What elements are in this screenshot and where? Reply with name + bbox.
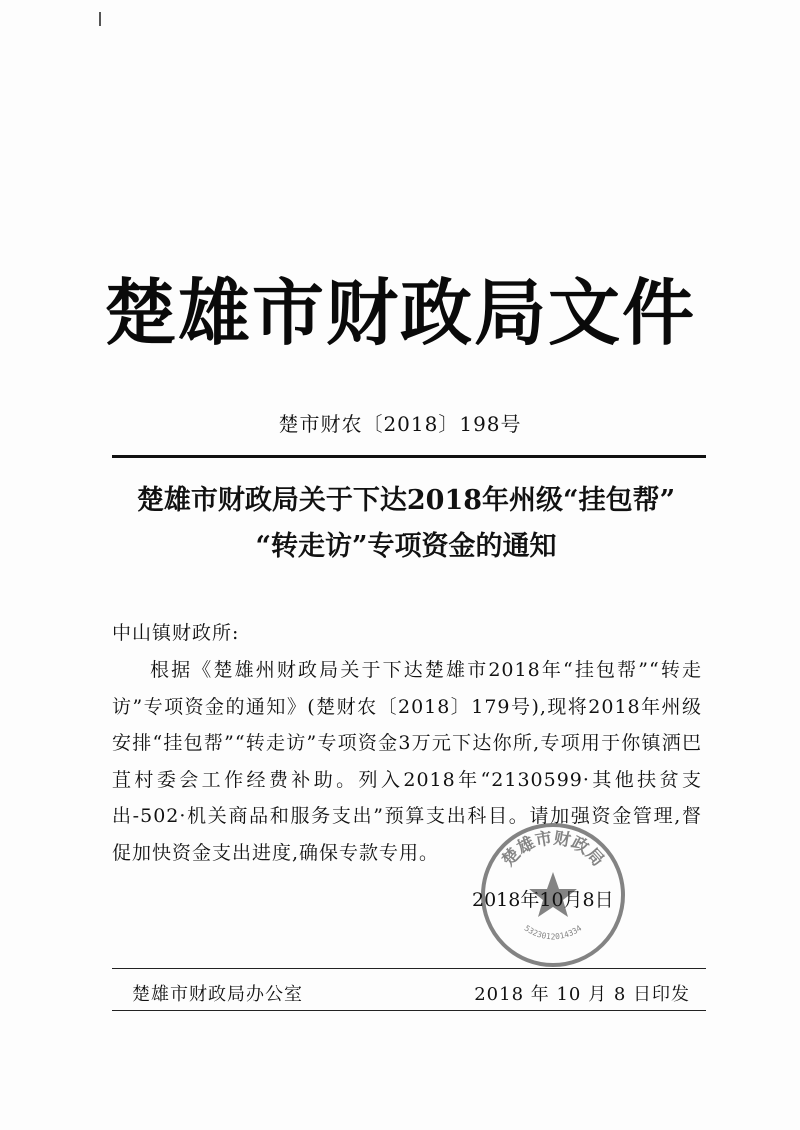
seal-label: 楚雄市财政局: [498, 828, 608, 871]
issuer-title: 楚雄市财政局文件: [103, 271, 696, 355]
footer-print-date: 2018 年 10 月 8 日印发: [474, 984, 690, 1005]
document-subject: [96, 478, 716, 570]
footer-office: 楚雄市财政局办公室: [132, 984, 303, 1005]
footer-rule-top: [112, 968, 706, 969]
header-rule: [112, 455, 706, 458]
addressee: 中山镇财政所:: [112, 622, 240, 644]
footer-rule-bottom: [112, 1010, 706, 1011]
document-number: 楚市财农〔2018〕198号: [278, 412, 522, 436]
body-paragraph: 根据《楚雄州财政局关于下达楚雄市2018年“挂包帮”“转走访”专项资金的通知》(楚财农〔2018〕179号),现将2018年州级安排“挂包帮”“转走访”专项资金3万元下达你所,专项用于你镇洒巴苴村委会工作经费补助。列入2018年“2130599·其他扶贫支出-502·机关商品和服务支出”预算支出科目。请加强资金管理,督促加快资金支出进度,确保专款专用。: [112, 659, 702, 864]
subject-line-2: “转走访”专项资金的通知: [255, 531, 557, 562]
signing-date: 2018年10月8日: [472, 889, 614, 911]
scan-mark: [99, 12, 101, 26]
subject-line-1: 楚雄市财政局关于下达2018年州级“挂包帮”: [136, 485, 676, 516]
seal-serial: 5323012014334: [522, 923, 584, 942]
